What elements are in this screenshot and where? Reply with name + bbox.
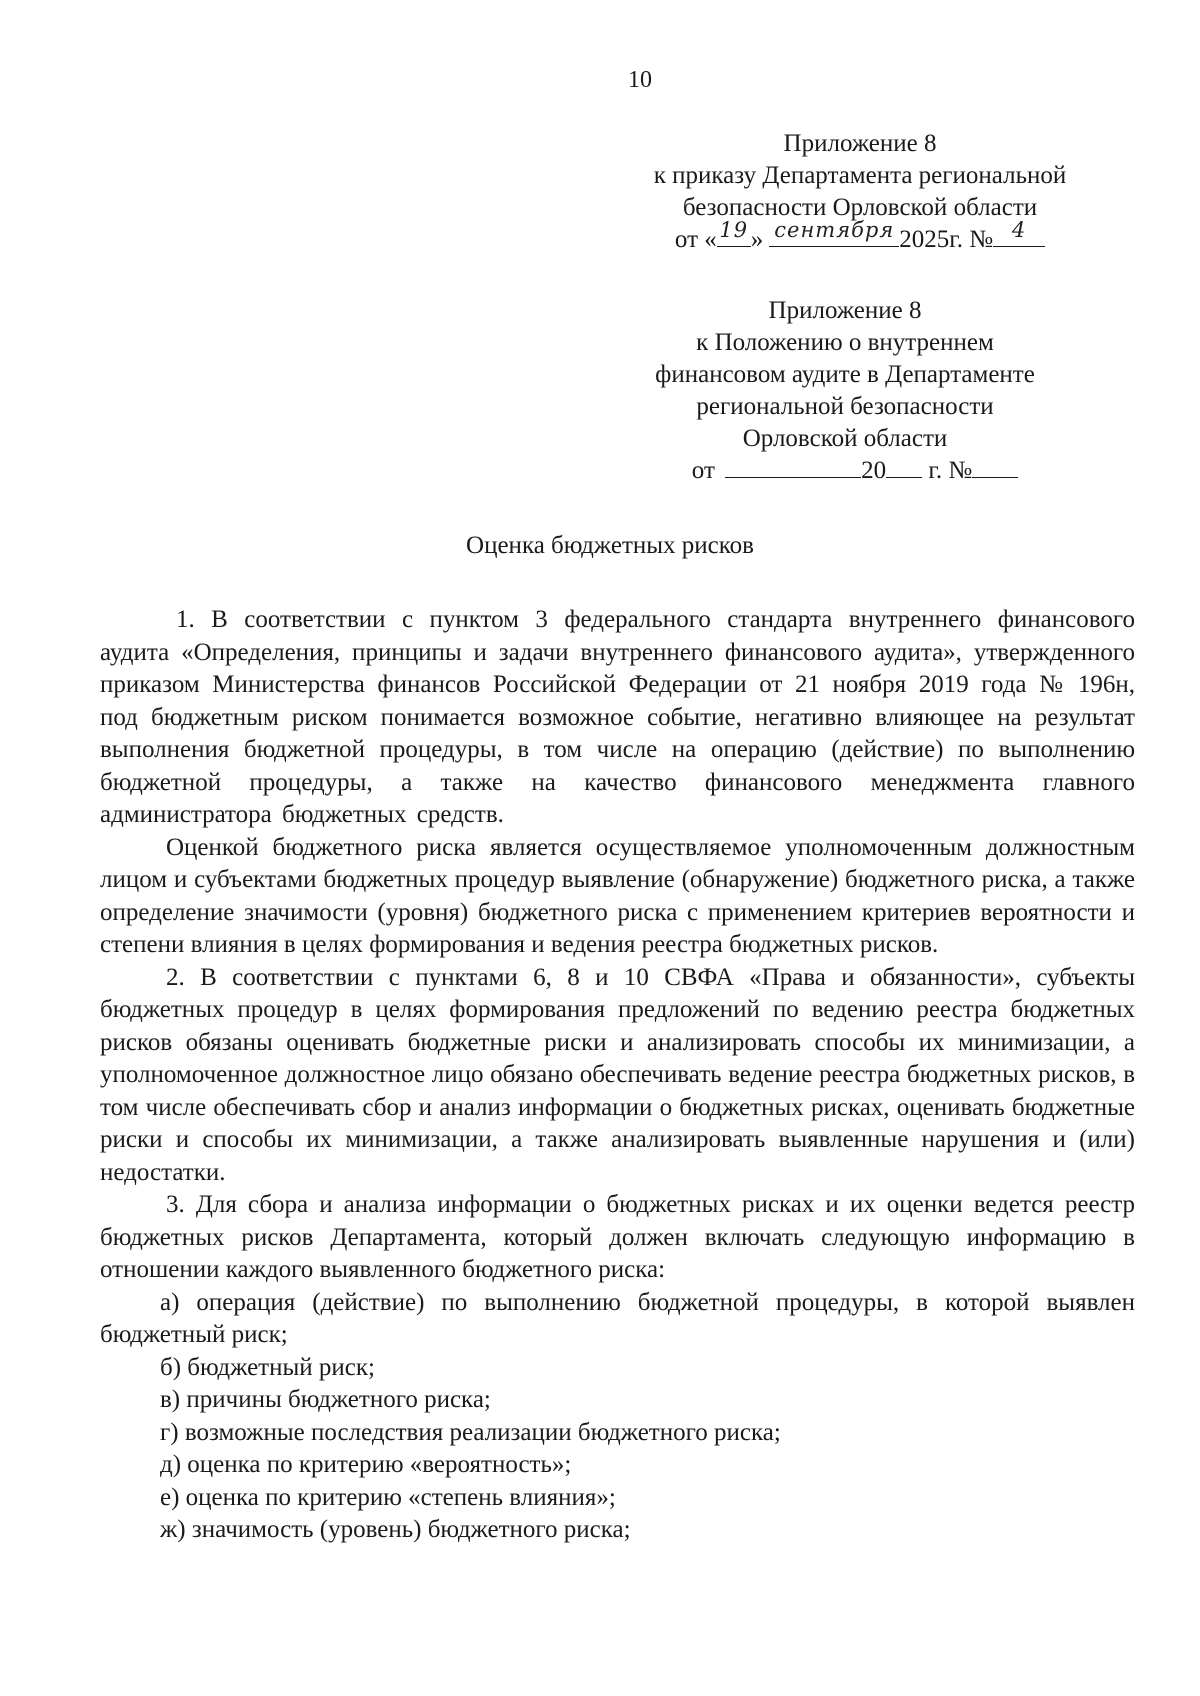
order-date-year: 2025г. №	[899, 226, 994, 253]
order-number-handwritten: 4	[1011, 218, 1027, 242]
order-date-month-field	[769, 218, 899, 247]
appendix-regulation-line2: к Положению о внутреннем	[696, 329, 994, 356]
regulation-date-suffix: г. №	[928, 457, 973, 484]
appendix-order-line3: безопасности Орловской области	[682, 194, 1038, 221]
appendix-regulation-date-line	[610, 455, 1080, 487]
paragraph-3: 2. В соответствии с пунктами 6, 8 и 10 СВФА «Права и обязанности», субъекты бюджетных процедур в целях формирования предложений по ведению реестра бюджетных рисков обязаны оценивать бюджетные риски и анализировать способы их минимизации, а уполномоченное должностное лицо обязано обеспечивать ведение реестра бюджетных рисков, в том числе обеспечивать сбор и анализ информации о бюджетных рисках, оценивать бюджетные риски и способы их минимизации, а также анализировать выявленные нарушения и (или) недостатки.	[100, 963, 1135, 1186]
document-title: Оценка бюджетных рисков	[466, 532, 754, 559]
appendix-regulation-block	[610, 295, 1080, 487]
list-item: а) операция (действие) по выполнению бюджетной процедуры, в которой выявлен бюджетный риск;	[100, 1288, 1135, 1348]
appendix-regulation-line4: региональной безопасности	[696, 393, 994, 420]
paragraph-1: 1. В соответствии с пунктом 3 федерального стандарта внутреннего финансового аудита «Определения, принципы и задачи внутреннего финансового аудита», утвержденного приказом Министерства финансов Российской Федерации от 21 ноября 2019 года № 196н, под бюджетным риском понимается возможное событие, негативно влияющее на результат выполнения бюджетной процедуры, в том числе на операцию (действие) по выполнению бюджетной процедуры, а также на качество финансового менеджмента главного администратора бюджетных средств.	[100, 606, 1135, 828]
document-body	[100, 604, 1135, 1547]
list-item: в) причины бюджетного риска;	[160, 1386, 491, 1413]
page-number: 10	[628, 67, 652, 93]
list-item: е) оценка по критерию «степень влияния»;	[160, 1483, 616, 1511]
list-item: г) возможные последствия реализации бюджетного риска;	[160, 1418, 781, 1446]
order-date-quote-close: »	[750, 226, 764, 253]
regulation-number-blank	[972, 455, 1018, 478]
regulation-date-year-prefix: 20	[861, 457, 887, 484]
regulation-date-blank	[725, 455, 861, 478]
appendix-order-block	[620, 128, 1100, 256]
regulation-year-blank	[886, 455, 922, 478]
list-item: б) бюджетный риск;	[160, 1353, 375, 1381]
appendix-order-line2: к приказу Департамента региональной	[653, 162, 1067, 189]
list-item: ж) значимость (уровень) бюджетного риска;	[160, 1516, 631, 1543]
regulation-date-prefix: от	[691, 457, 715, 484]
order-date-month-handwritten: сентября	[774, 218, 895, 242]
appendix-regulation-title: Приложение 8	[768, 297, 922, 324]
appendix-order-title: Приложение 8	[783, 130, 937, 157]
paragraph-4: 3. Для сбора и анализа информации о бюджетных рисках и их оценки ведется реестр бюджетных рисков Департамента, который должен включать следующую информацию в отношении каждого выявленного бюджетного риска:	[100, 1191, 1135, 1283]
appendix-order-date-line	[620, 218, 1100, 256]
order-date-day-handwritten: 19	[719, 218, 749, 242]
list-item: д) оценка по критерию «вероятность»;	[160, 1451, 572, 1478]
order-number-field	[993, 218, 1045, 247]
order-date-prefix: от «	[674, 226, 717, 253]
order-date-day-field	[717, 218, 751, 247]
appendix-regulation-line5: Орловской области	[742, 425, 948, 452]
appendix-regulation-line3: финансовом аудите в Департаменте	[655, 361, 1035, 388]
paragraph-2: Оценкой бюджетного риска является осуществляемое уполномоченным должностным лицом и субъектами бюджетных процедур выявление (обнаружение) бюджетного риска, а также определение значимости (уровня) бюджетного риска с применением критериев вероятности и степени влияния в целях формирования и ведения реестра бюджетных рисков.	[100, 833, 1135, 958]
